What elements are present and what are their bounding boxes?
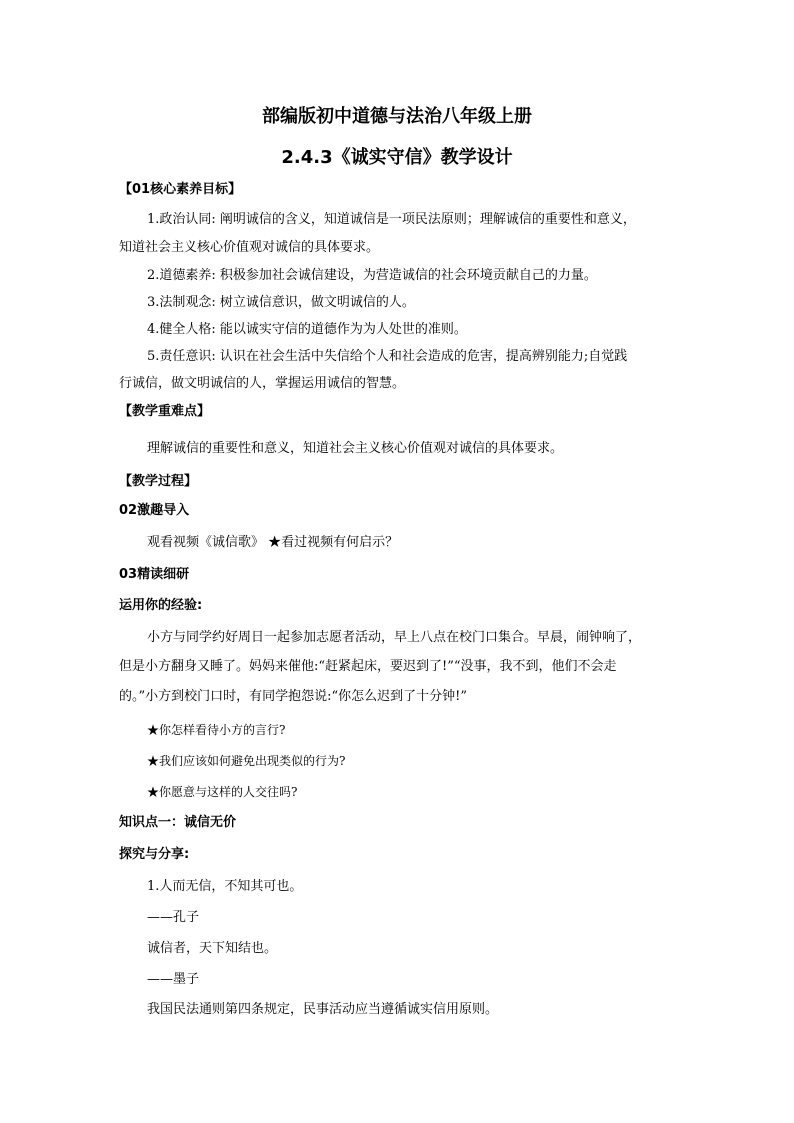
goal-line: 1.政治认同: 阐明诚信的含义，知道诚信是一项民法原则；理解诚信的重要性和意义， xyxy=(147,212,636,227)
intro-text: 观看视频《诚信歌》 ★看过视频有何启示？ xyxy=(147,535,399,550)
quote-attribution: ——墨子 xyxy=(147,972,200,987)
story-line: 的。”小方到校门口时，有同学抱怨说:“你怎么迟到了十分钟!” xyxy=(119,689,468,704)
explore-heading: 探究与分享: xyxy=(119,847,190,862)
question-item: ★你愿意与这样的人交往吗? xyxy=(147,785,298,799)
goal-line: 行诚信，做文明诚信的人，掌握运用诚信的智慧。 xyxy=(119,376,406,391)
quote-line: 诚信者，天下知结也。 xyxy=(147,941,278,956)
goal-line: 2.道德素养: 积极参加社会诚信建设，为营造诚信的社会环境贡献自己的力量。 xyxy=(147,268,597,283)
law-statement: 我国民法通则第四条规定，民事活动应当遵循诚实信用原则。 xyxy=(147,1002,499,1017)
question-item: ★我们应该如何避免出现类似的行为? xyxy=(147,754,346,768)
section-heading-key-points: 【教学重难点】 xyxy=(119,404,211,419)
quote-attribution: ——孔子 xyxy=(147,910,200,925)
goal-line: 4.健全人格: 能以诚实守信的道德作为为人处世的准则。 xyxy=(147,322,467,337)
document-title: 部编版初中道德与法治八年级上册 xyxy=(262,106,532,127)
part-heading-intro: 02激趣导入 xyxy=(119,503,190,518)
story-line: 但是小方翻身又睡了。妈妈来催他:“赶紧起床，要迟到了!”“没事，我不到，他们不会走 xyxy=(119,659,617,674)
knowledge-heading: 知识点一：诚信无价 xyxy=(119,815,237,830)
key-points-text: 理解诚信的重要性和意义，知道社会主义核心价值观对诚信的具体要求。 xyxy=(147,441,564,456)
document-subtitle: 2.4.3《诚实守信》教学设计 xyxy=(281,147,513,168)
section-heading-goals: 【01核心素养目标】 xyxy=(119,182,242,197)
experience-heading: 运用你的经验: xyxy=(119,598,203,613)
story-line: 小方与同学约好周日一起参加志愿者活动，早上八点在校门口集合。早晨，闹钟响了， xyxy=(147,630,642,645)
question-item: ★你怎样看待小方的言行? xyxy=(147,723,286,737)
part-heading-study: 03精读细研 xyxy=(119,567,190,582)
section-heading-process: 【教学过程】 xyxy=(119,474,198,489)
quote-line: 1.人而无信，不知其可也。 xyxy=(147,879,303,894)
goal-line: 5.责任意识: 认识在社会生活中失信给个人和社会造成的危害，提高辨别能力;自觉践 xyxy=(147,349,628,364)
goal-line: 3.法制观念: 树立诚信意识，做文明诚信的人。 xyxy=(147,295,415,310)
goal-line: 知道社会主义核心价值观对诚信的具体要求。 xyxy=(119,240,380,255)
